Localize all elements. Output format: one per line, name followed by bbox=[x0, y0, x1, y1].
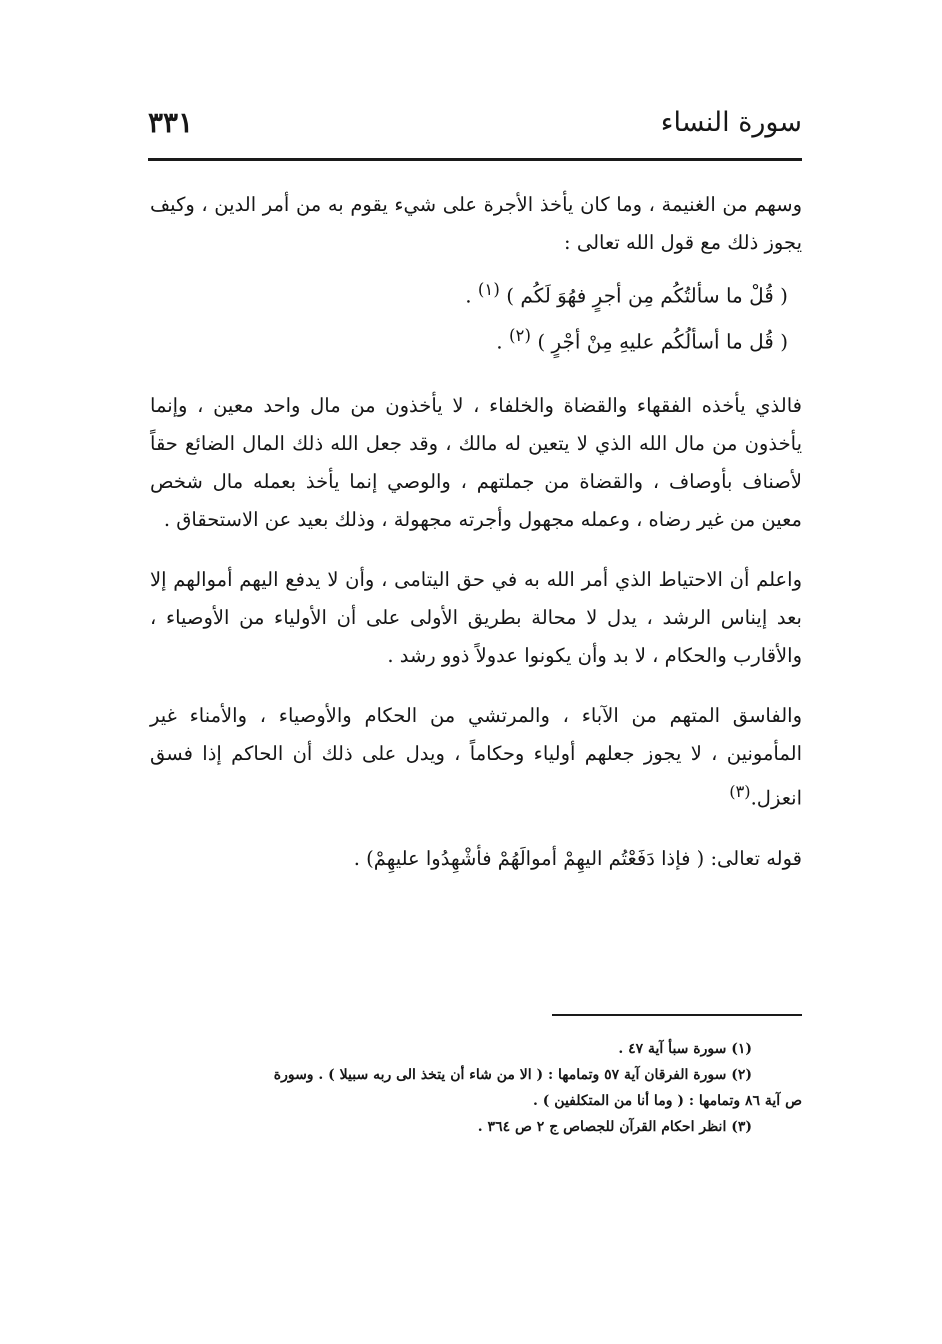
verse-2-text: ( قُل ما أسألُكُم عليهِ مِنْ أجْرٍ ) bbox=[537, 329, 788, 354]
verse-1-period: . bbox=[465, 283, 472, 308]
paragraph-4-text-wrap bbox=[150, 697, 802, 818]
paragraph-1-text: وسهم من الغنيمة ، وما كان يأخذ الأجرة على شيء يقوم به من أمر الدين ، وكيف يجوز ذلك مع قول الله تعالى : bbox=[150, 193, 802, 254]
paragraph-3-text: واعلم أن الاحتياط الذي أمر الله به في حق اليتامى ، وأن لا يدفع اليهم أموالهم إلا بعد إيناس الرشد ، يدل لا محالة بطريق الأولى على أن الأولياء من الأوصياء ، والأقارب والحكام ، لا بد وأن يكونوا عدولاً ذوو رشد . bbox=[150, 568, 802, 668]
footnotes bbox=[134, 1038, 802, 1142]
footnote-ref-2: (٢) bbox=[509, 325, 531, 345]
page-title: سورة النساء bbox=[660, 106, 802, 138]
footnote-3: (٣) انظر احكام القرآن للجصاص ج ٢ ص ٣٦٤ . bbox=[477, 1119, 752, 1135]
paragraph-5 bbox=[150, 840, 802, 878]
verse-2 bbox=[150, 316, 802, 362]
footnote-ref-3: (٣) bbox=[729, 782, 751, 802]
verse-2-period: . bbox=[496, 329, 503, 354]
footnote-2-continued: ص آية ٨٦ وتمامها : ( وما أنا من المتكلفين ) . bbox=[533, 1093, 802, 1109]
paragraph-4 bbox=[150, 697, 802, 818]
page-number: ٣٣١ bbox=[148, 105, 194, 139]
footnote-ref-1: (١) bbox=[477, 280, 500, 299]
paragraph-1 bbox=[150, 186, 802, 262]
paragraph-4-text: والفاسق المتهم من الآباء ، والمرتشي من الحكام والأوصياء ، والأمناء غير المأمونين ، لا يجوز جعلهم أولياء وحكاماً ، ويدل على ذلك أن الحاكم إذا فسق انعزل. bbox=[150, 704, 802, 810]
footnote-divider bbox=[552, 1014, 802, 1016]
footnote-2: (٢) سورة الفرقان آية ٥٧ وتمامها : ( الا من شاء أن يتخذ الى ربه سبيلا ) . وسورة bbox=[273, 1067, 752, 1083]
paragraph-3 bbox=[150, 561, 802, 675]
paragraph-2-text: فالذي يأخذه الفقهاء والقضاة والخلفاء ، لا يأخذون من مال واحد معين ، وإنما يأخذون من مال الله الذي لا يتعين له مالك ، وقد جعل الله ذلك المال الضائع حقاً لأصناف بأوصاف ، والقضاة من جملتهم ، والوصي إنما يأخذ بعمله مال شخص معين من غير رضاه ، وعمله مجهول وأجرته مجهولة ، وذلك بعيد عن الاستحقاق . bbox=[150, 394, 802, 532]
paragraph-5-text: قوله تعالى: ( فإذا دَفَعْتُم اليهِمْ أموالَهُمْ فأشْهِدُوا عليهِمْ) . bbox=[353, 846, 802, 870]
verse-1-text: ( قُلْ ما سألتُكُم مِن أجرٍ فهُوَ لَكُم ) bbox=[506, 283, 788, 308]
paragraph-2 bbox=[150, 387, 802, 539]
quran-verses bbox=[150, 270, 802, 361]
footnote-1: (١) سورة سبأ آية ٤٧ . bbox=[618, 1041, 752, 1057]
page-header bbox=[148, 98, 802, 146]
header-divider bbox=[148, 158, 802, 161]
main-text bbox=[150, 186, 802, 900]
verse-1 bbox=[150, 270, 802, 316]
